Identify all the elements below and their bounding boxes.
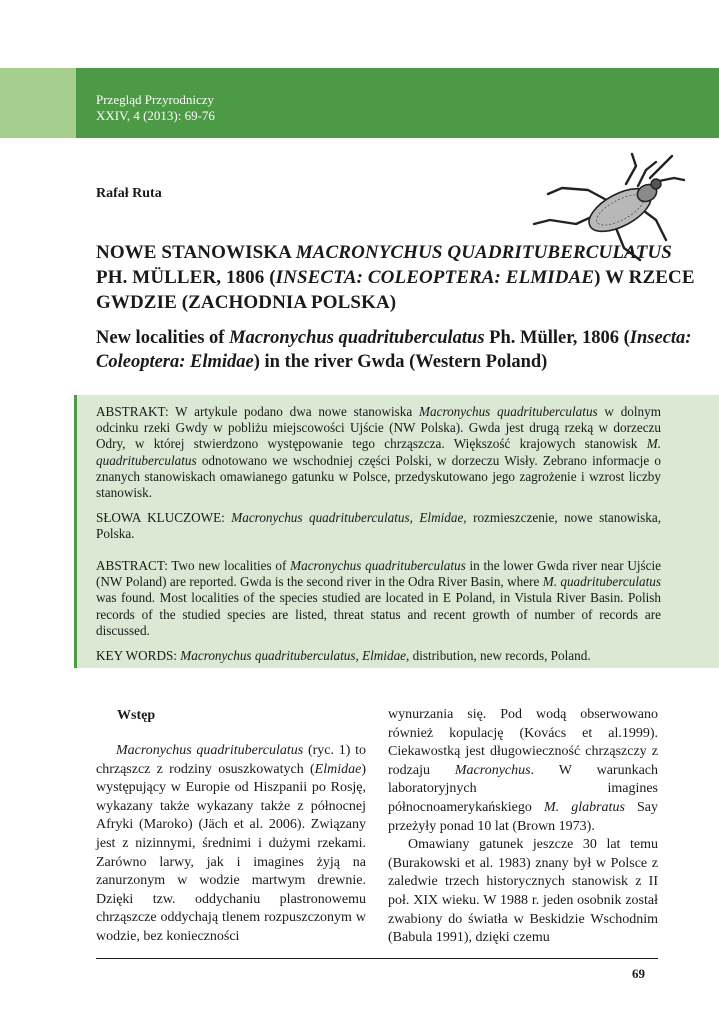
abstract-en-species: M. quadrituberculatus bbox=[542, 574, 661, 590]
paragraph bbox=[96, 742, 366, 947]
abstract-en-part: was found. Most localities of the species studied are located in E Poland, in Vistula River Basin. Polish records of the studied species are listed, threat status and recent growth of number of records are discussed. bbox=[96, 590, 661, 638]
abstract-en-part: in the lower Gwda river near Ujście (NW Poland) are reported. Gwda is the second river in the Odra River Basin, where bbox=[96, 558, 662, 590]
section-title-intro: Wstęp bbox=[117, 708, 156, 723]
abstract-en-part: ABSTRACT: Two new localities of bbox=[96, 558, 291, 573]
abstract-polish bbox=[96, 404, 661, 501]
body-column-right bbox=[388, 706, 658, 948]
footer-rule bbox=[96, 958, 658, 959]
abstract-pl-part: w dolnym odcinku rzeki Gwdy w pobliżu miejscowości Ujście (NW Polska). Gwda jest drugą rzeką w dorzeczu Odry, w której stwierdzono występowanie tego chrząszcza. Większość krajowych stanowisk bbox=[96, 404, 661, 452]
abstract-pl-species: Macronychus quadrituberculatus bbox=[419, 404, 598, 419]
keywords-en-part: , bbox=[355, 648, 363, 663]
keywords-en-part: , distribution, new records, Poland. bbox=[406, 648, 591, 663]
title-en-taxonomy: Insecta: Coleoptera: Elmidae bbox=[96, 328, 692, 372]
abstract-pl-part: ABSTRAKT: W artykule podano dwa nowe stanowiska bbox=[96, 404, 420, 419]
title-en-part: ) in the river Gwda (Western Poland) bbox=[253, 352, 548, 372]
title-pl-taxonomy: INSECTA: COLEOPTERA: ELMIDAE bbox=[275, 267, 595, 288]
journal-name: Przegląd Przyrodniczy bbox=[96, 92, 215, 107]
keywords-english bbox=[96, 648, 661, 664]
journal-info bbox=[96, 92, 215, 124]
author-name: Rafał Ruta bbox=[96, 186, 162, 201]
article-title-polish bbox=[96, 240, 696, 315]
journal-volume: XXIV, 4 (2013): 69-76 bbox=[96, 108, 215, 123]
title-en-part: Ph. Müller, 1806 ( bbox=[484, 328, 630, 348]
text-run: . W warunkach laboratoryjnych imagines północnoamerykańskiego bbox=[388, 762, 659, 815]
body-column-left bbox=[96, 742, 366, 947]
keywords-pl-part: SŁOWA KLUCZOWE: bbox=[96, 510, 232, 525]
keywords-pl-species: Macronychus quadrituberculatus, Elmidae, bbox=[231, 510, 467, 525]
title-pl-part: NOWE STANOWISKA bbox=[96, 242, 296, 263]
paragraph: Omawiany gatunek jeszcze 30 lat temu (Burakowski et al. 1983) znany był w Polsce z zaledwie trzech historycznych stanowisk z II poł. XIX wieku. W 1988 r. jeden osobnik został zwabiony do światła w Beskidzie Wschodnim (Babula 1991), dzięki czemu bbox=[388, 837, 658, 946]
title-pl-species: MACRONYCHUS QUADRITUBERCULATUS bbox=[295, 242, 672, 263]
header-band-light bbox=[0, 68, 76, 138]
abstract-pl-part: odnotowano we wschodniej części Polski, w dorzeczu Wisły. Zebrano informacje o znanych stanowiskach omawianego gatunku w Polsce, przedyskutowano jego zagrożenie i wzrost liczby stanowisk. bbox=[96, 452, 661, 501]
keywords-pl-part: rozmieszczenie, nowe stanowiska, Polska. bbox=[96, 510, 661, 542]
journal-header-band bbox=[0, 68, 719, 138]
title-en-part: New localities of bbox=[96, 328, 230, 348]
text-run: wynurzania się. Pod wodą obserwowano również kopulację (Kovács et al.1999). Ciekawostką jest długowieczność chrząszczy z rodzaju bbox=[388, 707, 658, 778]
family-name: Elmidae bbox=[314, 761, 362, 777]
title-pl-part: ) W RZECE GWDZIE (ZACHODNIA POLSKA) bbox=[96, 267, 695, 313]
abstract-english bbox=[96, 558, 661, 639]
title-pl-part: PH. MÜLLER, 1806 ( bbox=[96, 267, 276, 288]
keywords-en-part: KEY WORDS: bbox=[96, 648, 181, 663]
abstract-pl-species: M. quadrituberculatus bbox=[96, 436, 661, 468]
species-name: Macronychus quadrituberculatus bbox=[116, 743, 304, 758]
text-run: Say przeżyły ponad 10 lat (Brown 1973). bbox=[388, 799, 658, 834]
keywords-polish bbox=[96, 510, 661, 542]
text-run: ) występujący w Europie od Hiszpanii po Rosję, wykazany także wykazany także z północnej Afryki (Maroko) (Jäch et al. 2006). Związany jest z nizinnymi, średnimi i dużymi rzekami. Zarówno larwy, jak i imagines żyją na zanurzonym w wodzie martwym drewnie. Dzięki tzw. oddychaniu plastronowemu chrząszcze oddychają tlenem rozpuszczonym w wodzie, bez konieczności bbox=[96, 761, 366, 944]
article-title-english bbox=[96, 326, 696, 374]
paragraph bbox=[388, 706, 658, 836]
species-name: M. glabratus bbox=[543, 799, 625, 815]
page-number: 69 bbox=[632, 966, 645, 981]
abstract-en-species: Macronychus quadrituberculatus bbox=[290, 558, 466, 573]
title-en-species: Macronychus quadrituberculatus bbox=[229, 328, 485, 348]
text-run: (ryc. 1) to chrząszcz z rodziny osuszkowatych ( bbox=[96, 743, 366, 777]
genus-name: Macronychus bbox=[454, 762, 531, 778]
keywords-en-family: Elmidae bbox=[362, 648, 407, 663]
keywords-en-species: Macronychus quadrituberculatus bbox=[180, 648, 356, 663]
